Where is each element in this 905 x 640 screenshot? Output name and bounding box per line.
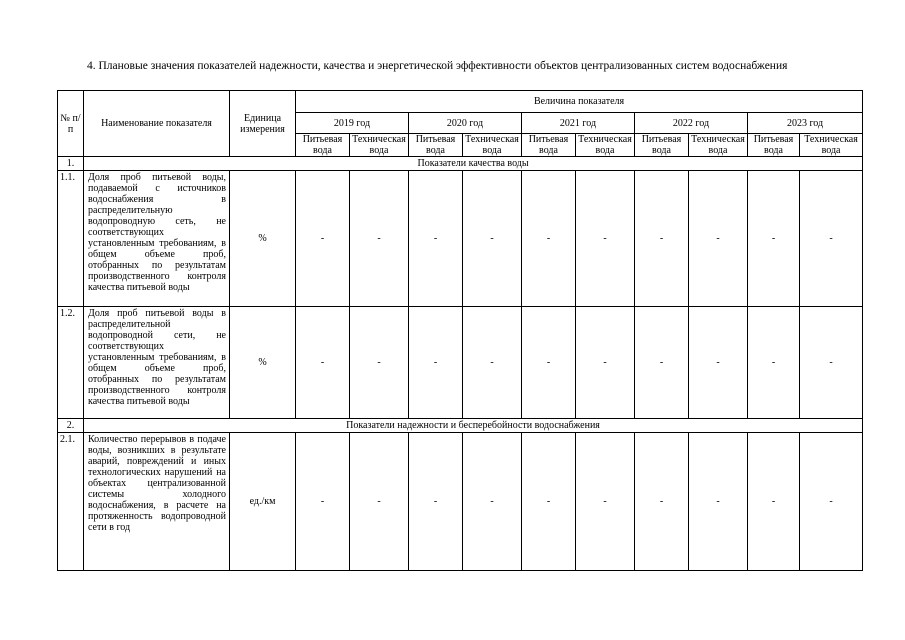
section-row — [58, 419, 863, 433]
value-cell: - — [748, 307, 800, 419]
section-row — [58, 157, 863, 171]
value-cell: - — [800, 307, 863, 419]
row-number: 1.2. — [58, 307, 84, 419]
value-cell: - — [350, 433, 409, 571]
value-cell: - — [576, 171, 635, 307]
year-header: 2020 год — [409, 113, 522, 134]
row-number: 2.1. — [58, 433, 84, 571]
value-cell: - — [296, 433, 350, 571]
unit-cell: % — [230, 307, 296, 419]
unit-cell: ед./км — [230, 433, 296, 571]
value-cell: - — [576, 307, 635, 419]
value-cell: - — [409, 307, 463, 419]
subcol-technical: Техническая вода — [800, 134, 863, 157]
value-cell: - — [409, 433, 463, 571]
year-header: 2023 год — [748, 113, 863, 134]
col-num-header: № п/п — [58, 91, 84, 157]
section-number: 1. — [58, 157, 84, 171]
indicators-table — [57, 90, 863, 571]
value-cell: - — [635, 433, 689, 571]
table-row — [58, 171, 863, 307]
subcol-technical: Техническая вода — [463, 134, 522, 157]
value-cell: - — [800, 433, 863, 571]
subcol-drinking: Питьевая вода — [635, 134, 689, 157]
value-cell: - — [635, 307, 689, 419]
subcol-drinking: Питьевая вода — [409, 134, 463, 157]
value-cell: - — [463, 171, 522, 307]
section-number: 2. — [58, 419, 84, 433]
unit-cell: % — [230, 171, 296, 307]
indicator-name: Доля проб питьевой воды, подаваемой с источников водоснабжения в распределительную водопроводную сеть, не соответствующих установленным требованиям, в общем объеме проб, отобранных по результатам производственного контроля качества питьевой воды — [84, 171, 230, 307]
col-value-header: Величина показателя — [296, 91, 863, 113]
subcol-drinking: Питьевая вода — [748, 134, 800, 157]
year-header: 2022 год — [635, 113, 748, 134]
value-cell: - — [576, 433, 635, 571]
value-cell: - — [296, 307, 350, 419]
value-cell: - — [689, 433, 748, 571]
section-title: Показатели качества воды — [84, 157, 863, 171]
value-cell: - — [463, 433, 522, 571]
value-cell: - — [463, 307, 522, 419]
section-heading — [60, 60, 858, 73]
section-title: Показатели надежности и бесперебойности водоснабжения — [84, 419, 863, 433]
subcol-technical: Техническая вода — [689, 134, 748, 157]
year-header: 2021 год — [522, 113, 635, 134]
table-row — [58, 307, 863, 419]
value-cell: - — [522, 307, 576, 419]
value-cell: - — [748, 171, 800, 307]
subcol-technical: Техническая вода — [350, 134, 409, 157]
value-cell: - — [635, 171, 689, 307]
subcol-drinking: Питьевая вода — [296, 134, 350, 157]
section-heading-text: 4. Плановые значения показателей надежности, качества и энергетической эффективности объектов централизованных систем водоснабжения — [87, 60, 788, 72]
indicator-name: Доля проб питьевой воды в распределительной водопроводной сети, не соответствующих установленным требованиям, в общем объеме проб, отобранных по результатам производственного контроля качества питьевой воды — [84, 307, 230, 419]
table-row — [58, 433, 863, 571]
header-row-1 — [58, 91, 863, 113]
col-unit-header: Единица измерения — [230, 91, 296, 157]
col-name-header: Наименование показателя — [84, 91, 230, 157]
year-header: 2019 год — [296, 113, 409, 134]
value-cell: - — [350, 171, 409, 307]
indicator-name: Количество перерывов в подаче воды, возникших в результате аварий, повреждений и иных технологических нарушений на объектах централизованной системы холодного водоснабжения, в расчете на протяженность водопроводной сети в год — [84, 433, 230, 571]
subcol-drinking: Питьевая вода — [522, 134, 576, 157]
value-cell: - — [409, 171, 463, 307]
value-cell: - — [296, 171, 350, 307]
value-cell: - — [800, 171, 863, 307]
value-cell: - — [689, 307, 748, 419]
row-number: 1.1. — [58, 171, 84, 307]
subcol-technical: Техническая вода — [576, 134, 635, 157]
value-cell: - — [748, 433, 800, 571]
value-cell: - — [689, 171, 748, 307]
value-cell: - — [522, 433, 576, 571]
value-cell: - — [350, 307, 409, 419]
value-cell: - — [522, 171, 576, 307]
